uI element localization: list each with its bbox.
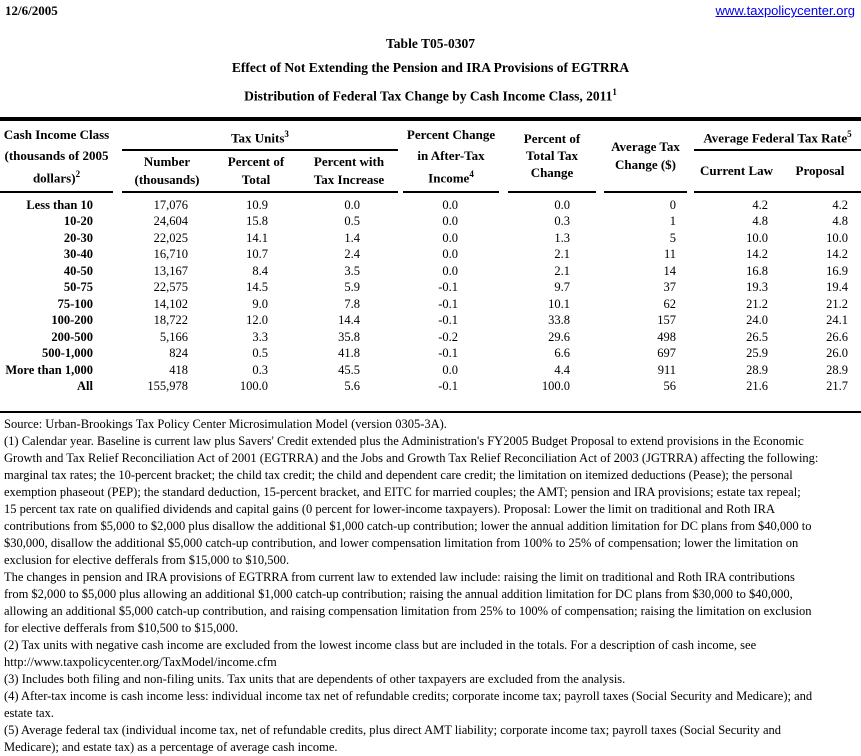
- table-cell: 8.4: [252, 263, 268, 278]
- table-cell: 4.4: [554, 362, 570, 377]
- table-cell: 15.8: [246, 214, 268, 228]
- table-cell: 911: [657, 362, 676, 377]
- footnote-line: The changes in pension and IRA provisions of EGTRRA from current law to extended law include: raising the limit on traditional and Roth IRA contributions: [4, 569, 795, 584]
- footnote-line: (4) After-tax income is cash income less: individual income tax net of refundable credits; corporate income tax; payroll taxes (Social Security and Medicare); and: [4, 688, 813, 703]
- table-cell: 418: [169, 362, 188, 377]
- table-cell: -0.1: [438, 379, 458, 393]
- table-row: [0, 197, 861, 214]
- table-cell: 4.8: [752, 214, 768, 228]
- table-row: [0, 263, 861, 280]
- table-cell: 0.0: [442, 263, 458, 278]
- table-cell: 21.6: [746, 379, 768, 393]
- table-cell: 1: [669, 214, 676, 228]
- footnote-line: 15 percent tax rate on qualified dividends and capital gains (0 percent for lower-income taxpayers). Proposal: Lower the limit on traditional and Roth IRA: [4, 501, 776, 516]
- header-cash-income-class: Cash Income Class (thousands of 2005 dollars)$^2$: [0, 121, 113, 193]
- footnote-line: allowing an additional $5,000 catch-up contribution, and raising compensation limitation from 25% to 100% of compensation; raising the limitation on exclusion: [4, 603, 812, 618]
- document-date: 12/6/2005: [5, 3, 58, 18]
- table-cell: 17,076: [153, 197, 188, 212]
- table-cell: 5: [669, 230, 676, 245]
- table-cell: 24,604: [153, 214, 188, 228]
- row-label: 10-20: [63, 214, 93, 228]
- table-cell: 0.0: [442, 362, 458, 377]
- table-row: [0, 362, 861, 379]
- table-cell: 498: [657, 329, 676, 344]
- table-cell: 9.0: [252, 296, 268, 311]
- table-cell: 0.3: [554, 214, 570, 228]
- table-cell: 0.5: [344, 214, 360, 228]
- footnote-line: (2) Tax units with negative cash income are excluded from the lowest income class but are included in the totals. For a description of cash income, see: [4, 637, 757, 652]
- table-row: [0, 378, 861, 395]
- table-cell: 22,025: [153, 230, 188, 245]
- table-cell: 0.3: [252, 362, 268, 377]
- table-row: [0, 213, 861, 230]
- table-cell: 4.8: [832, 214, 848, 228]
- table-cell: 45.5: [338, 362, 360, 377]
- table-row: [0, 312, 861, 329]
- table-row: [0, 329, 861, 346]
- row-label: 30-40: [63, 247, 93, 261]
- table-cell: 62: [663, 296, 676, 311]
- table-cell: 1.4: [344, 230, 360, 245]
- table-cell: 0: [669, 197, 676, 212]
- table-cell: 29.6: [548, 329, 570, 344]
- table-cell: 697: [657, 346, 676, 360]
- row-label: 75-100: [57, 296, 93, 311]
- footnote-line: marginal tax rates; the 10-percent bracket; the child tax credit; the child and dependent care credit; the limitation on itemized deductions (Pease); the personal: [4, 467, 793, 482]
- table-cell: -0.1: [438, 296, 458, 311]
- table-cell: 0.0: [442, 247, 458, 261]
- table-cell: 11: [663, 247, 676, 261]
- table-cell: 24.1: [826, 313, 848, 327]
- table-cell: 33.8: [548, 313, 570, 327]
- data-table: [0, 117, 861, 413]
- table-cell: 25.9: [746, 346, 768, 360]
- footnote-line: Source: Urban-Brookings Tax Policy Center Microsimulation Model (version 0305-3A).: [4, 416, 447, 431]
- table-cell: 0.5: [252, 346, 268, 360]
- table-cell: 56: [663, 379, 676, 393]
- table-cell: -0.1: [438, 346, 458, 360]
- footnote-line: Medicare); and estate tax) as a percentage of average cash income.: [4, 739, 338, 754]
- footnote-line: (3) Includes both filing and non-filing units. Tax units that are dependents of other taxpayers are excluded from the analysis.: [4, 671, 626, 686]
- header-proposal: Proposal: [779, 151, 861, 193]
- row-label: 100-200: [51, 313, 93, 327]
- table-cell: 7.8: [344, 296, 360, 311]
- footnote-line: contributions from $5,000 to $2,000 plus disallow the additional $1,000 catch-up contribution; lower the annual addition limitation for DC plans from $40,000 to: [4, 518, 812, 533]
- table-cell: 4.2: [752, 197, 768, 212]
- table-cell: 26.5: [746, 329, 768, 344]
- table-cell: 14.1: [246, 230, 268, 245]
- table-cell: 0.0: [442, 214, 458, 228]
- table-cell: 824: [169, 346, 188, 360]
- table-cell: 35.8: [338, 329, 360, 344]
- footnote-line: $30,000, disallow the additional $5,000 catch-up contribution, and lower compensation limitation from 100% to 25% of compensation; lower the limitation on: [4, 535, 799, 550]
- footnote-line: for elective defferals from $10,500 to $15,000.: [4, 620, 239, 635]
- table-cell: 28.9: [746, 362, 768, 377]
- table-cell: 16,710: [153, 247, 188, 261]
- table-cell: 18,722: [153, 313, 188, 327]
- table-body: [0, 193, 861, 411]
- header-average-tax-change: Average Tax Change ($): [604, 121, 687, 193]
- footnote-line: estate tax.: [4, 705, 54, 720]
- footnote-line: from $2,000 to $5,000 plus allowing an additional $1,000 catch-up contribution; raising the annual addition limitation for DC plans from $30,000 to $40,000,: [4, 586, 793, 601]
- table-cell: 0.0: [442, 197, 458, 212]
- table-cell: 0.0: [344, 197, 360, 212]
- table-cell: 16.8: [746, 263, 768, 278]
- table-cell: 14.2: [746, 247, 768, 261]
- title-line-1: Table T05-0307: [386, 36, 475, 51]
- table-cell: 2.1: [554, 247, 570, 261]
- footnote-line: (5) Average federal tax (individual income tax, net of refundable credits, plus direct AMT liability; corporate income tax; payroll taxes (Social Security and: [4, 722, 782, 737]
- table-cell: 155,978: [147, 379, 188, 393]
- table-header: [0, 121, 861, 193]
- table-cell: 5,166: [159, 329, 188, 344]
- table-row: [0, 345, 861, 362]
- table-cell: 2.1: [554, 263, 570, 278]
- title-block: [0, 32, 861, 109]
- table-cell: 10.0: [746, 230, 768, 245]
- table-cell: 21.2: [746, 296, 768, 311]
- table-cell: 14,102: [153, 296, 188, 311]
- table-cell: 16.9: [826, 263, 848, 278]
- footnote-line: http://www.taxpolicycenter.org/TaxModel/income.cfm: [4, 654, 277, 669]
- table-cell: 4.2: [832, 197, 848, 212]
- table-cell: 41.8: [338, 346, 360, 360]
- table-cell: 21.7: [826, 379, 848, 393]
- footnote-line: (1) Calendar year. Baseline is current law plus Savers' Credit extended plus the Administration's FY2005 Budget Proposal to extend provisions in the Economic: [4, 433, 804, 448]
- header-number-thousands: Number (thousands): [122, 151, 212, 193]
- table-row: [0, 230, 861, 247]
- table-cell: 10.1: [548, 296, 570, 311]
- footnote-line: exclusion for elective defferals from $15,000 to $10,500.: [4, 552, 290, 567]
- table-cell: 100.0: [541, 379, 570, 393]
- table-cell: 28.9: [826, 362, 848, 377]
- table-cell: 10.9: [246, 197, 268, 212]
- table-cell: 37: [663, 280, 676, 294]
- table-cell: 9.7: [554, 280, 570, 294]
- table-row: [0, 279, 861, 296]
- row-label: 40-50: [63, 263, 93, 278]
- row-label: 200-500: [51, 329, 93, 344]
- table-cell: 2.4: [344, 247, 360, 261]
- header-percent-total-tax-change: Percent of Total Tax Change: [508, 121, 596, 193]
- table-cell: 0.0: [554, 197, 570, 212]
- table-cell: 26.0: [826, 346, 848, 360]
- header-percent-with-tax-increase: Percent with Tax Increase: [300, 151, 398, 193]
- table-cell: 3.5: [344, 263, 360, 278]
- row-label: Less than 10: [26, 197, 93, 212]
- footnote-line: Growth and Tax Relief Reconciliation Act of 2001 (EGTRRA) and the Jobs and Growth Tax Relief Reconciliation Act of 2003 (JGTRRA) affecting the following:: [4, 450, 819, 465]
- site-link[interactable]: www.taxpolicycenter.org: [715, 3, 855, 18]
- table-cell: 19.3: [746, 280, 768, 294]
- footnote-line: exemption phaseout (PEP); the standard deduction, 15-percent bracket, and EITC for married couples; the AMT; pension and IRA provisions; estate tax repeal;: [4, 484, 801, 499]
- row-label: 500-1,000: [41, 346, 93, 360]
- table-cell: 14.2: [826, 247, 848, 261]
- table-cell: -0.1: [438, 280, 458, 294]
- header-average-federal-tax-rate-group: Average Federal Tax Rate$^5$: [694, 121, 861, 151]
- table-cell: 22,575: [153, 280, 188, 294]
- footnotes: [0, 416, 861, 756]
- top-bar: [0, 0, 861, 20]
- table-cell: 10.0: [826, 230, 848, 245]
- table-cell: 13,167: [153, 263, 188, 278]
- table-cell: 1.3: [554, 230, 570, 245]
- row-label: All: [77, 379, 93, 393]
- table-cell: 10.7: [246, 247, 268, 261]
- table-cell: 14.5: [246, 280, 268, 294]
- table-row: [0, 296, 861, 313]
- table-cell: 14: [663, 263, 676, 278]
- table-cell: -0.2: [438, 329, 458, 344]
- header-tax-units-group: Tax Units$^3$: [122, 121, 398, 151]
- table-cell: 26.6: [826, 329, 848, 344]
- table-cell: -0.1: [438, 313, 458, 327]
- table-cell: 14.4: [338, 313, 360, 327]
- table-cell: 5.6: [344, 379, 360, 393]
- table-cell: 157: [657, 313, 676, 327]
- header-percent-change-aftertax: Percent Change in After-Tax Income$^4$: [403, 121, 499, 193]
- table-cell: 6.6: [554, 346, 570, 360]
- table-cell: 21.2: [826, 296, 848, 311]
- title-line-3: Distribution of Federal Tax Change by Cash Income Class, 2011$^1$: [244, 87, 617, 104]
- table-cell: 5.9: [344, 280, 360, 294]
- table-cell: 24.0: [746, 313, 768, 327]
- table-cell: 19.4: [826, 280, 848, 294]
- table-cell: 12.0: [246, 313, 268, 327]
- header-percent-of-total: Percent of Total: [212, 151, 300, 193]
- header-current-law: Current Law: [694, 151, 779, 193]
- table-cell: 3.3: [252, 329, 268, 344]
- row-label: More than 1,000: [5, 362, 93, 377]
- table-cell: 0.0: [442, 230, 458, 245]
- table-cell: 100.0: [239, 379, 268, 393]
- row-label: 20-30: [63, 230, 93, 245]
- table-bottom-rule: [0, 411, 861, 413]
- title-line-2: Effect of Not Extending the Pension and IRA Provisions of EGTRRA: [231, 60, 630, 75]
- table-row: [0, 246, 861, 263]
- row-label: 50-75: [63, 280, 93, 294]
